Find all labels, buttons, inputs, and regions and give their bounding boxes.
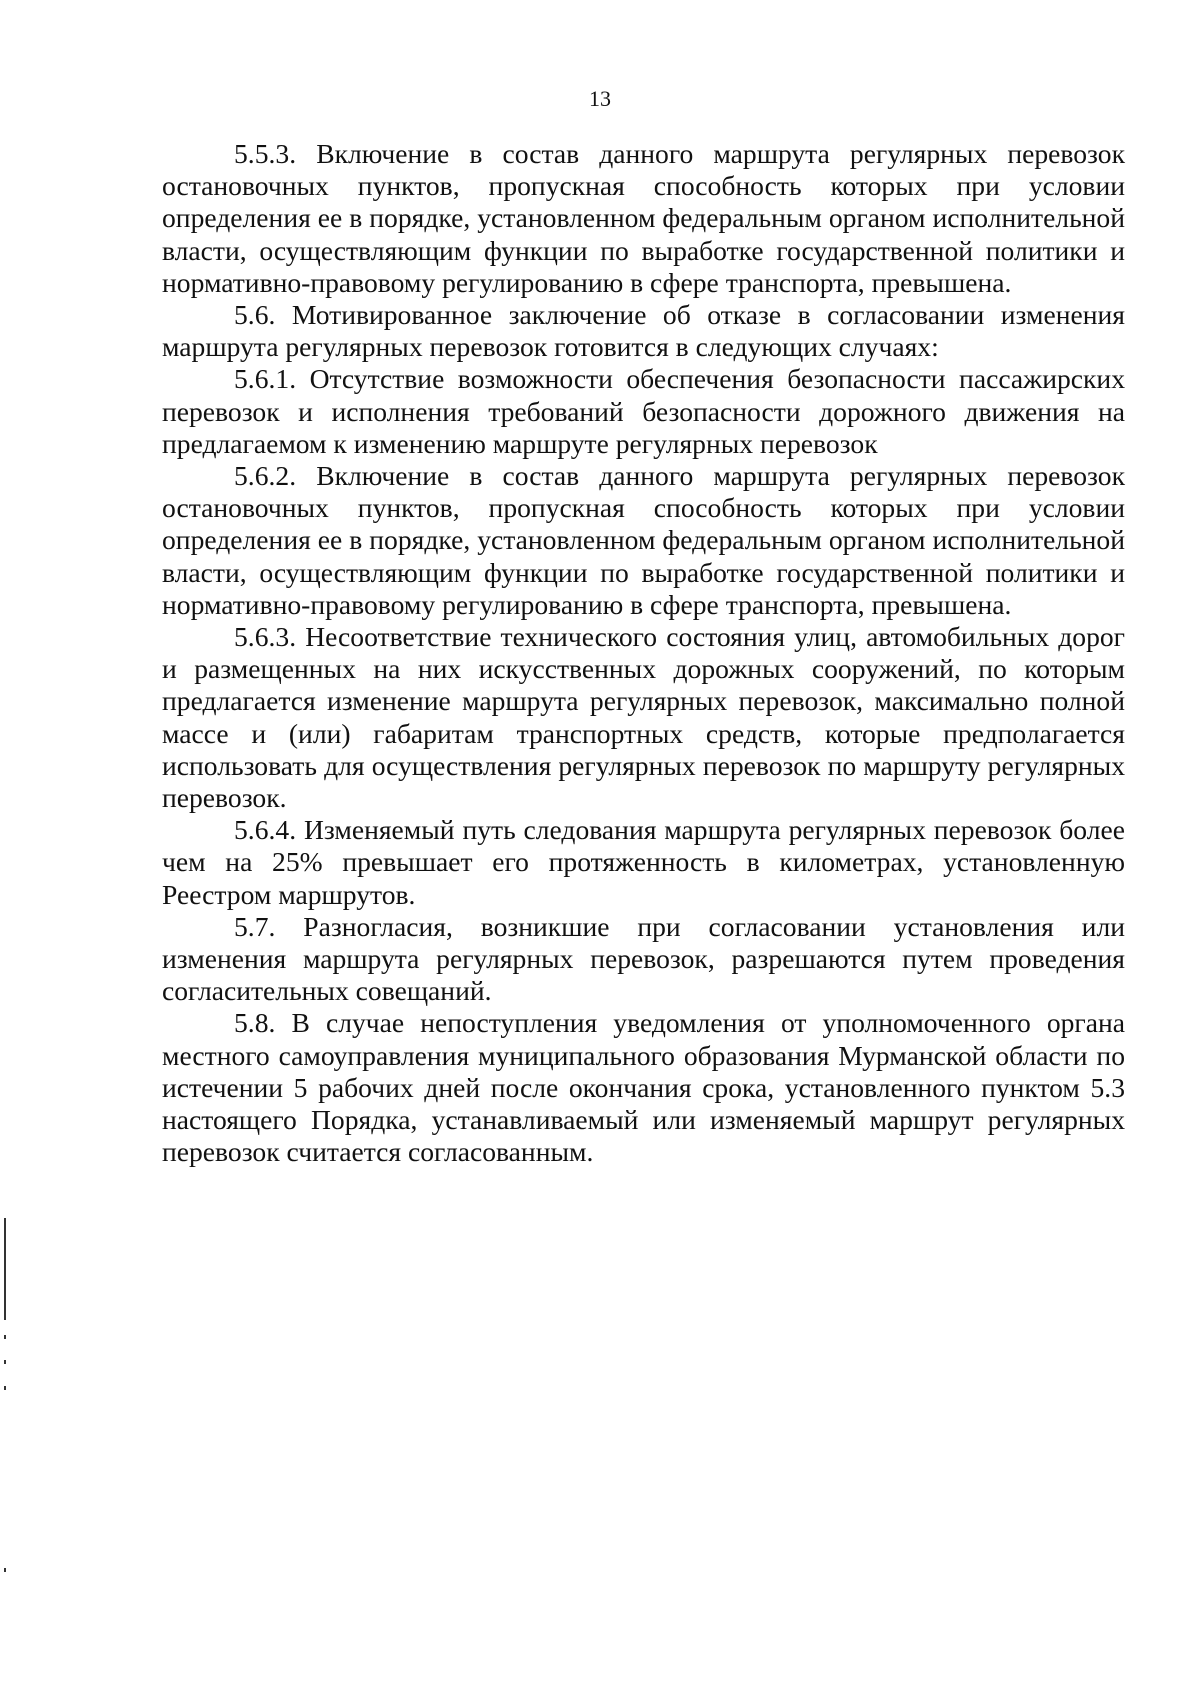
paragraph-5-6-3: 5.6.3. Несоответствие технического состояния улиц, автомобильных дорог и размещенных на них искусственных дорожных сооружений, по которым предлагается изменение маршрута регулярных перевозок, максимально полной массе и (или) габаритам транспортных средств, которые предполагается использовать для осуществления регулярных перевозок по маршруту регулярных перевозок. — [162, 621, 1125, 814]
scan-edge-tick — [4, 1386, 6, 1390]
paragraph-5-6: 5.6. Мотивированное заключение об отказе в согласовании изменения маршрута регулярных перевозок готовится в следующих случаях: — [162, 299, 1125, 363]
paragraph-5-7: 5.7. Разногласия, возникшие при согласовании установления или изменения маршрута регулярных перевозок, разрешаются путем проведения согласительных совещаний. — [162, 910, 1125, 1007]
scan-edge-tick — [4, 1335, 6, 1339]
scan-edge-line — [4, 1218, 6, 1320]
document-body — [162, 138, 1125, 1169]
scan-edge-tick — [4, 1568, 6, 1572]
page-number: 13 — [589, 86, 611, 111]
paragraph-5-6-4: 5.6.4. Изменяемый путь следования маршрута регулярных перевозок более чем на 25% превышает его протяженность в километрах, установленную Реестром маршрутов. — [162, 814, 1125, 910]
scan-edge-tick — [4, 1360, 6, 1364]
paragraph-5-6-1: 5.6.1. Отсутствие возможности обеспечения безопасности пассажирских перевозок и исполнения требований безопасности дорожного движения на предлагаемом к изменению маршруте регулярных перевозок — [162, 363, 1125, 459]
paragraph-5-8: 5.8. В случае непоступления уведомления от уполномоченного органа местного самоуправления муниципального образования Мурманской области по истечении 5 рабочих дней после окончания срока, установленного пунктом 5.3 настоящего Порядка, устанавливаемый или изменяемый маршрут регулярных перевозок считается согласованным. — [162, 1007, 1125, 1168]
paragraph-5-6-2: 5.6.2. Включение в состав данного маршрута регулярных перевозок остановочных пунктов, пропускная способность которых при условии определения ее в порядке, установленном федеральным органом исполнительной власти, осуществляющим функции по выработке государственной политики и нормативно-правовому регулированию в сфере транспорта, превышена. — [162, 460, 1125, 620]
paragraph-5-5-3: 5.5.3. Включение в состав данного маршрута регулярных перевозок остановочных пунктов, пропускная способность которых при условии определения ее в порядке, установленном федеральным органом исполнительной власти, осуществляющим функции по выработке государственной политики и нормативно-правовому регулированию в сфере транспорта, превышена. — [162, 138, 1125, 298]
